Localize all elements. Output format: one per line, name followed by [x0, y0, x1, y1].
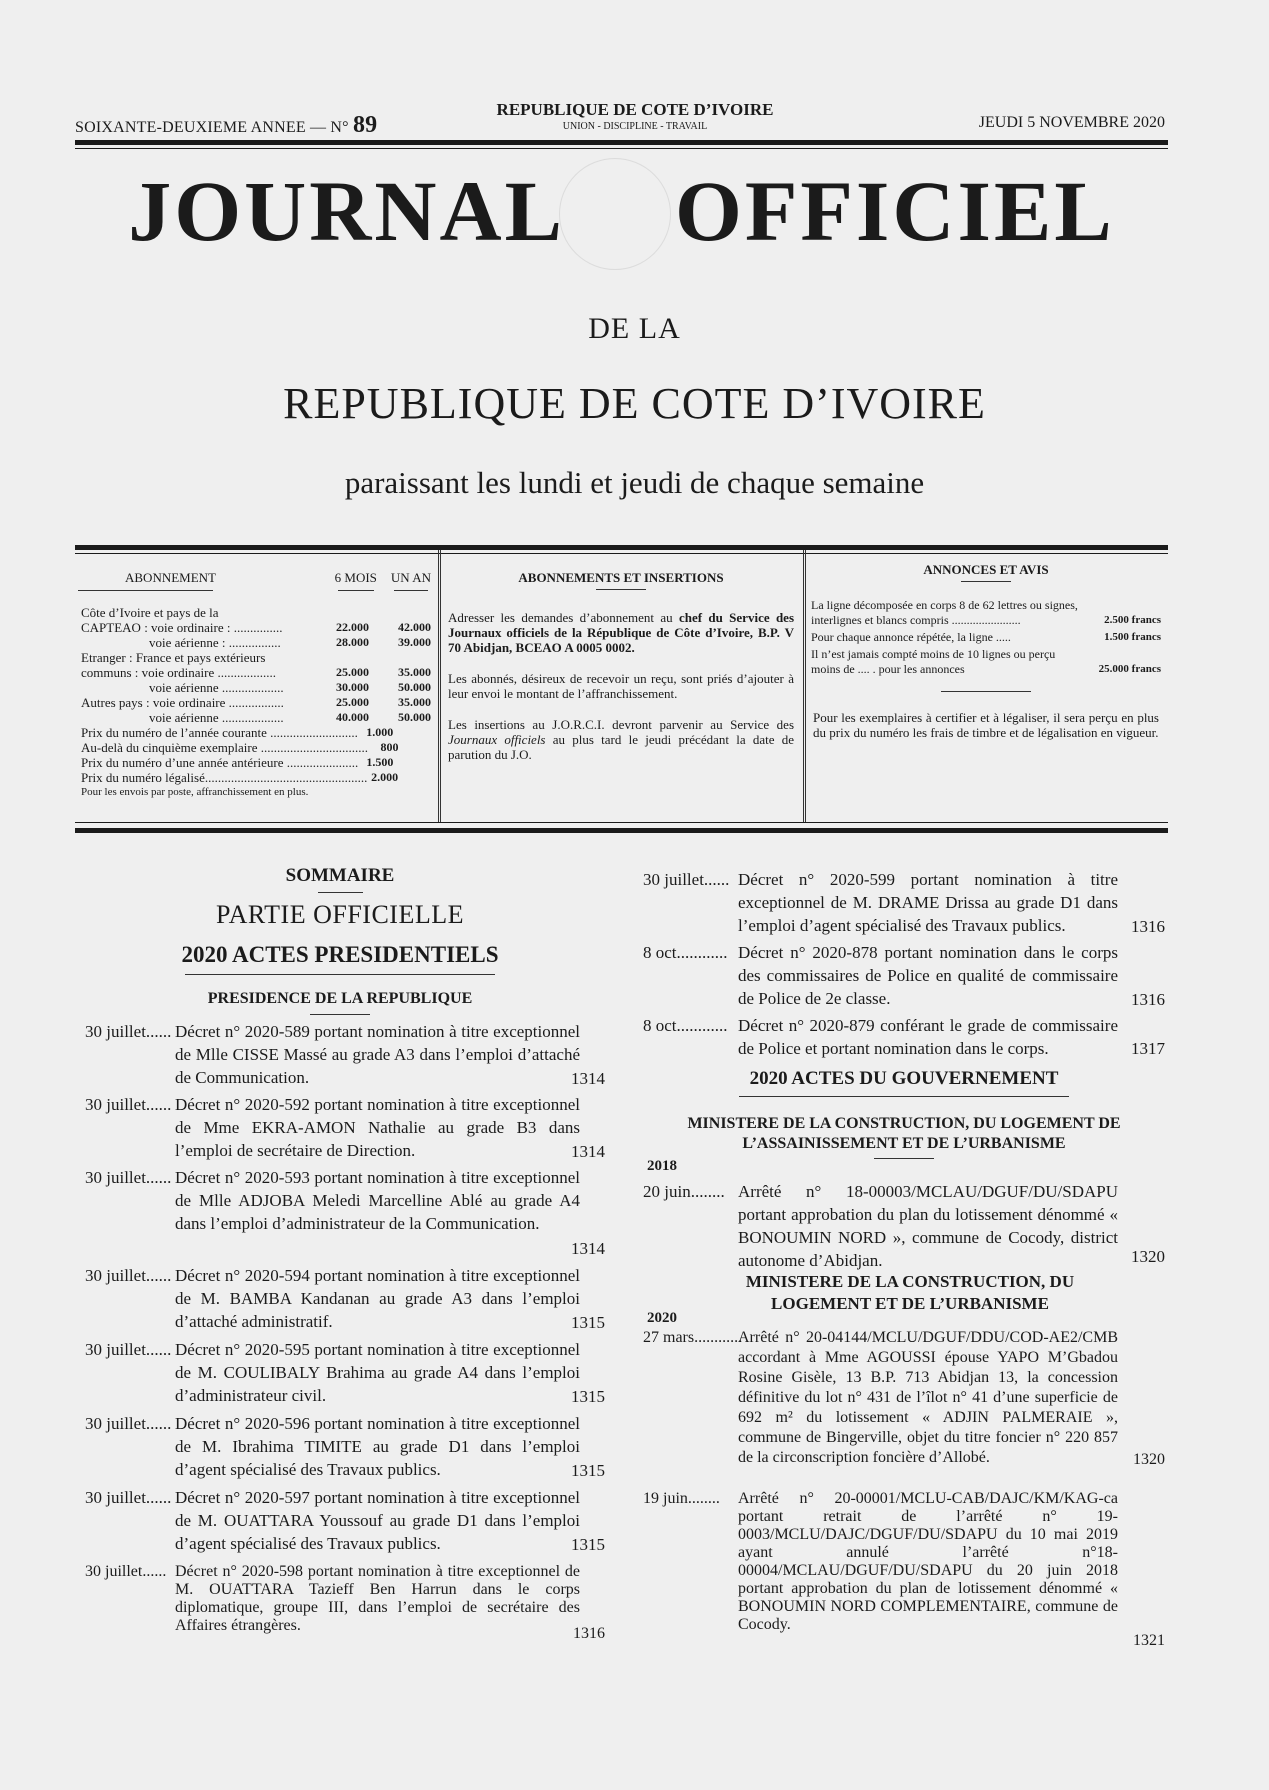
rate-label: voie aérienne : ................: [149, 635, 281, 650]
entry-text: Décret n° 2020-589 portant nomination à titre exceptionnel de Mlle CISSE Massé au grade A3 dans l’emploi d’attaché de Communication.: [175, 1022, 580, 1087]
entry-date: 30 juillet......: [85, 1563, 167, 1580]
infobox-divider: [803, 550, 804, 822]
issue-label: [75, 112, 377, 139]
rate-row: [81, 650, 431, 665]
entry-text: Décret n° 2020-879 conférant le grade de commissaire de Police et portant nomination dans le corps.: [738, 1016, 1118, 1058]
sommaire-heading: [75, 865, 605, 893]
entry-date: 27 mars............: [643, 1329, 743, 1346]
actes-pres-text: 2020 ACTES PRESIDENTIELS: [181, 942, 499, 967]
entry-text: Arrêté n° 20-00001/MCLU-CAB/DAJC/KM/KAG-ca portant retrait de l’arrêté n° 19-0003/MCLU/DAJC/DGUF/DU/SDAPU du 10 mai 2019 ayant annulé l’arrêté n°18-00004/MCLAU/DGUF/DU/SDAPU du 20 juin 2018 portant approbation du plan de lotissement dénommé « BONOUMIN NORD COMPLEMENTAIRE, commune de Cocody.: [738, 1490, 1118, 1633]
rate-row: [81, 755, 431, 770]
rate-label: Côte d’Ivoire et pays de la: [81, 605, 219, 620]
rate-six-months: 25.000: [336, 665, 369, 679]
actes-gouv-text: 2020 ACTES DU GOUVERNEMENT: [749, 1068, 1059, 1089]
rate-label: voie aérienne ...................: [149, 710, 284, 725]
list-item: [643, 1490, 1165, 1650]
ministere-construction-assainissement: [643, 1114, 1165, 1159]
year-2018: 2018: [647, 1158, 677, 1174]
republic-header: [470, 100, 800, 132]
infobox-bottom-rule: [75, 822, 1168, 823]
list-item: [643, 941, 1165, 1011]
receipt-note: Les abonnés, désireux de recevoir un reçu, sont priés d’ajouter à leur envoi le montant de l’affranchissement.: [448, 671, 794, 701]
rate-six-months: 1.000: [366, 725, 394, 739]
rate-six-months: [311, 785, 369, 800]
list-item: [85, 1338, 605, 1408]
subtitle-de-la: DE LA: [588, 312, 681, 345]
rate-one-year: 50.000: [398, 680, 431, 694]
rate-row: [81, 785, 431, 800]
issue-date: JEUDI 5 NOVEMBRE 2020: [978, 114, 1165, 131]
entry-text: Décret n° 2020-595 portant nomination à titre exceptionnel de M. COULIBALY Brahima au grade A4 dans l’emploi d’administrateur civil.: [175, 1340, 580, 1405]
rate-label: Pour les envois par poste, affranchissement en plus.: [81, 786, 309, 798]
rate-label: Au-delà du cinquième exemplaire .................................: [81, 740, 369, 755]
ministere-2-text: MINISTERE DE LA CONSTRUCTION, DU LOGEMENT ET DE L’URBANISME: [745, 1272, 1075, 1313]
ministere-construction-urbanisme: [700, 1271, 1120, 1315]
entry-text: Décret n° 2020-598 portant nomination à titre exceptionnel de M. OUATTARA Tazieff Ben Harrun dans le corps diplomatique, groupe III, dans l’emploi de secrétaire des Affaires étrangères.: [175, 1563, 580, 1634]
entry-page: 1320: [1133, 1451, 1165, 1468]
rate-label: voie aérienne ...................: [149, 680, 284, 695]
rate-one-year: 50.000: [398, 710, 431, 724]
rates-header: [75, 570, 437, 585]
entry-page: 1315: [571, 1535, 605, 1554]
entry-page: 1315: [571, 1313, 605, 1332]
entry-text: Décret n° 2020-597 portant nomination à titre exceptionnel de M. OUATTARA Youssouf au grade D1 dans l’emploi d’agent spécialisé des Travaux publics.: [175, 1488, 580, 1553]
infobox-bottom-rule-thick: [75, 828, 1168, 833]
rate-label: communs : voie ordinaire ..................: [81, 665, 276, 680]
list-item: [85, 1486, 605, 1556]
rate-six-months: 25.000: [336, 695, 369, 709]
national-motto: UNION - DISCIPLINE - TRAVAIL: [562, 121, 708, 132]
rate-six-months: [311, 650, 369, 665]
presidence-text: PRESIDENCE DE LA REPUBLIQUE: [207, 990, 473, 1007]
rate-one-year: 42.000: [398, 620, 431, 634]
entry-date: 30 juillet......: [85, 1266, 172, 1285]
entry-text: Décret n° 2020-593 portant nomination à titre exceptionnel de Mlle ADJOBA Meledi Marcelline Ablé au grade A4 dans l’emploi d’administrateur de la Communication.: [175, 1168, 580, 1233]
rate-row: [81, 725, 431, 740]
annonce-price: 2.500 francs: [1104, 614, 1161, 626]
entry-page: 1316: [1131, 917, 1165, 936]
rate-row: [81, 680, 431, 695]
rate-six-months: 800: [380, 740, 399, 754]
rate-label: Prix du numéro légalisé..................................................: [81, 770, 368, 785]
entry-page: 1314: [571, 1142, 605, 1161]
entry-page: 1317: [1131, 1039, 1165, 1058]
list-item: [85, 1264, 605, 1334]
rate-six-months: 22.000: [336, 620, 369, 634]
entry-text: Décret n° 2020-592 portant nomination à titre exceptionnel de Mme EKRA-AMON Nathalie au grade B3 dans l’emploi de secrétaire de Direction.: [175, 1095, 580, 1160]
title-officiel: OFFICIEL: [674, 163, 1115, 259]
title-journal: JOURNAL: [128, 163, 565, 259]
annonce-divider: [941, 691, 1031, 692]
entry-date: 8 oct............: [643, 1016, 728, 1035]
rate-label: CAPTEAO : voie ordinaire : ...............: [81, 620, 283, 635]
masthead-rule: [75, 140, 1168, 145]
entry-date: 20 juin........: [643, 1182, 725, 1201]
entry-page: 1316: [573, 1625, 605, 1642]
legalisation-note: Pour les exemplaires à certifier et à légaliser, il sera perçu en plus du prix du numéro les frais de timbre et de légalisation en vigueur.: [813, 710, 1159, 740]
annonce-row: [805, 630, 1167, 645]
rate-row: [81, 635, 431, 650]
annonce-row: [805, 647, 1167, 677]
annonce-row: [805, 598, 1167, 628]
entry-date: 19 juin........: [643, 1490, 720, 1507]
subscription-rates: [75, 550, 437, 820]
deadline-a: Les insertions au J.O.R.C.I. devront parvenir au Service des: [448, 717, 794, 732]
list-item: [85, 1020, 605, 1090]
masthead-rule-thin: [75, 148, 1168, 149]
annonce-text: La ligne décomposée en corps 8 de 62 lettres ou signes, interlignes et blancs compris .......................: [811, 598, 1078, 627]
rate-one-year: [393, 725, 431, 740]
list-item: [85, 1563, 605, 1643]
annonce-rates: [805, 598, 1167, 677]
entry-text: Décret n° 2020-878 portant nomination dans le corps des commissaires de Police en qualité de commissaire de Police de 2e classe.: [738, 943, 1118, 1008]
rates-heading: ABONNEMENT: [75, 570, 216, 585]
rate-row: [81, 695, 431, 710]
rate-label: Etranger : France et pays extérieurs: [81, 650, 266, 665]
list-item: [643, 1180, 1165, 1268]
annonce-text: Pour chaque annonce répétée, la ligne .....: [811, 630, 1011, 644]
list-item: [643, 868, 1165, 938]
entry-date: 30 juillet......: [643, 870, 730, 889]
actes-presidentiels: [75, 942, 605, 975]
subscription-address: [440, 610, 802, 655]
entry-text: Décret n° 2020-594 portant nomination à titre exceptionnel de M. BAMBA Kandanan au grade A3 dans l’emploi d’attaché administratif.: [175, 1266, 580, 1331]
col-six-months: 6 MOIS: [334, 570, 377, 585]
infobox-divider: [438, 550, 439, 822]
annonces-heading-text: ANNONCES ET AVIS: [923, 562, 1049, 577]
rate-row: [81, 665, 431, 680]
rate-one-year: [369, 605, 431, 620]
address-bold: chef du Service des Journaux officiels de la République de Côte d’Ivoire, B.P. V 70 Abidjan, BCEAO A 0005 0002.: [448, 610, 795, 655]
rate-one-year: [369, 785, 431, 800]
rate-row: [81, 740, 431, 755]
entry-page: 1321: [1133, 1632, 1165, 1649]
list-item: [85, 1166, 605, 1260]
entry-date: 8 oct............: [643, 943, 728, 962]
list-item: [643, 1014, 1165, 1060]
subscriptions-insertions: [440, 550, 802, 820]
entry-text: Décret n° 2020-596 portant nomination à titre exceptionnel de M. Ibrahima TIMITE au grade D1 dans l’emploi d’agent spécialisé des Travaux publics.: [175, 1414, 580, 1479]
entry-page: 1320: [1131, 1247, 1165, 1266]
presidence-heading: [75, 990, 605, 1015]
rate-label: Prix du numéro d’une année antérieure ......................: [81, 755, 359, 770]
year-2020: 2020: [647, 1310, 677, 1326]
entry-date: 30 juillet......: [85, 1488, 172, 1507]
list-item: [85, 1412, 605, 1482]
rate-one-year: 39.000: [398, 635, 431, 649]
rate-row: [81, 620, 431, 635]
rate-one-year: [398, 770, 431, 785]
rate-six-months: 28.000: [336, 635, 369, 649]
entry-date: 30 juillet......: [85, 1168, 172, 1187]
rate-one-year: [398, 740, 431, 755]
annonces-heading: [805, 562, 1167, 584]
subtitle-republic: REPUBLIQUE DE COTE D’IVOIRE: [283, 379, 986, 428]
rate-one-year: 35.000: [398, 665, 431, 679]
deadline-b: au plus tard le jeudi précédant la date de parution du J.O.: [448, 732, 794, 762]
rate-six-months: 2.000: [371, 770, 399, 784]
deadline-italic: Journaux officiels: [448, 732, 546, 747]
rate-six-months: [311, 605, 369, 620]
address-intro: Adresser les demandes d’abonnement au: [448, 610, 679, 625]
insertion-deadline: [440, 717, 802, 762]
entry-date: 30 juillet......: [85, 1340, 172, 1359]
rate-six-months: 30.000: [336, 680, 369, 694]
annonce-price: 1.500 francs: [1104, 631, 1161, 643]
insertions-heading-text: ABONNEMENTS ET INSERTIONS: [518, 570, 724, 585]
rate-one-year: [369, 650, 431, 665]
entry-date: 30 juillet......: [85, 1022, 172, 1041]
entry-page: 1314: [571, 1239, 605, 1258]
list-item: [85, 1093, 605, 1163]
ministere-1-text: MINISTERE DE LA CONSTRUCTION, DU LOGEMENT DE L’ASSAINISSEMENT ET DE L’URBANISME: [687, 1115, 1121, 1152]
entry-text: Arrêté n° 18-00003/MCLAU/DGUF/DU/SDAPU portant approbation du plan du lotissement dénommé « BONOUMIN NORD », commune de Cocody, district autonome d’Abidjan.: [738, 1182, 1118, 1270]
rate-six-months: 40.000: [336, 710, 369, 724]
annonce-price: 25.000 francs: [1098, 663, 1161, 675]
insertions-heading: [440, 570, 802, 592]
rates-table: [75, 605, 437, 800]
issue-number: 89: [352, 112, 378, 138]
entry-page: 1315: [571, 1387, 605, 1406]
sommaire-text: SOMMAIRE: [285, 865, 395, 886]
year-label: SOIXANTE-DEUXIEME ANNEE — N°: [75, 119, 349, 136]
rate-label: Autres pays : voie ordinaire .................: [81, 695, 284, 710]
announcements: [805, 550, 1167, 820]
entry-date: 30 juillet......: [85, 1414, 172, 1433]
rate-six-months: 1.500: [366, 755, 394, 769]
rate-label: Prix du numéro de l’année courante ...........................: [81, 725, 358, 740]
col-one-year: UN AN: [390, 570, 431, 585]
entry-page: 1315: [571, 1461, 605, 1480]
rate-one-year: 35.000: [398, 695, 431, 709]
journal-title: [75, 163, 1168, 259]
annonce-text: Il n’est jamais compté moins de 10 lignes ou perçu moins de .... . pour les annonces: [811, 647, 1056, 676]
entry-text: Décret n° 2020-599 portant nomination à titre exceptionnel de M. DRAME Drissa au grade D1 dans l’emploi d’agent spécialisé des Travaux publics.: [738, 870, 1118, 935]
list-item: [643, 1328, 1165, 1470]
rate-row: [81, 770, 431, 785]
entry-page: 1316: [1131, 990, 1165, 1009]
entry-text: Arrêté n° 20-04144/MCLU/DGUF/DDU/COD-AE2/CMB accordant à Mme AGOUSSI épouse YAPO M’Gbadou Rosine Gisèle, 13 B.P. 713 Abidjan 13, la concession définitive du lot n° 431 de l’îlot n° 41 d’une superficie de 692 m² du lotissement « ADJIN PALMERAIE », commune de Bingerville, objet du titre foncier n° 220 857 de la circonscription foncière d’Allobé.: [738, 1329, 1118, 1466]
entry-page: 1314: [571, 1069, 605, 1088]
actes-gouvernement: [643, 1068, 1165, 1097]
rate-row: [81, 605, 431, 620]
publication-schedule: paraissant les lundi et jeudi de chaque semaine: [344, 465, 925, 500]
rate-one-year: [393, 755, 431, 770]
rate-row: [81, 710, 431, 725]
partie-officielle: PARTIE OFFICIELLE: [216, 900, 464, 929]
republic-name: REPUBLIQUE DE COTE D’IVOIRE: [496, 100, 774, 119]
entry-date: 30 juillet......: [85, 1095, 172, 1114]
